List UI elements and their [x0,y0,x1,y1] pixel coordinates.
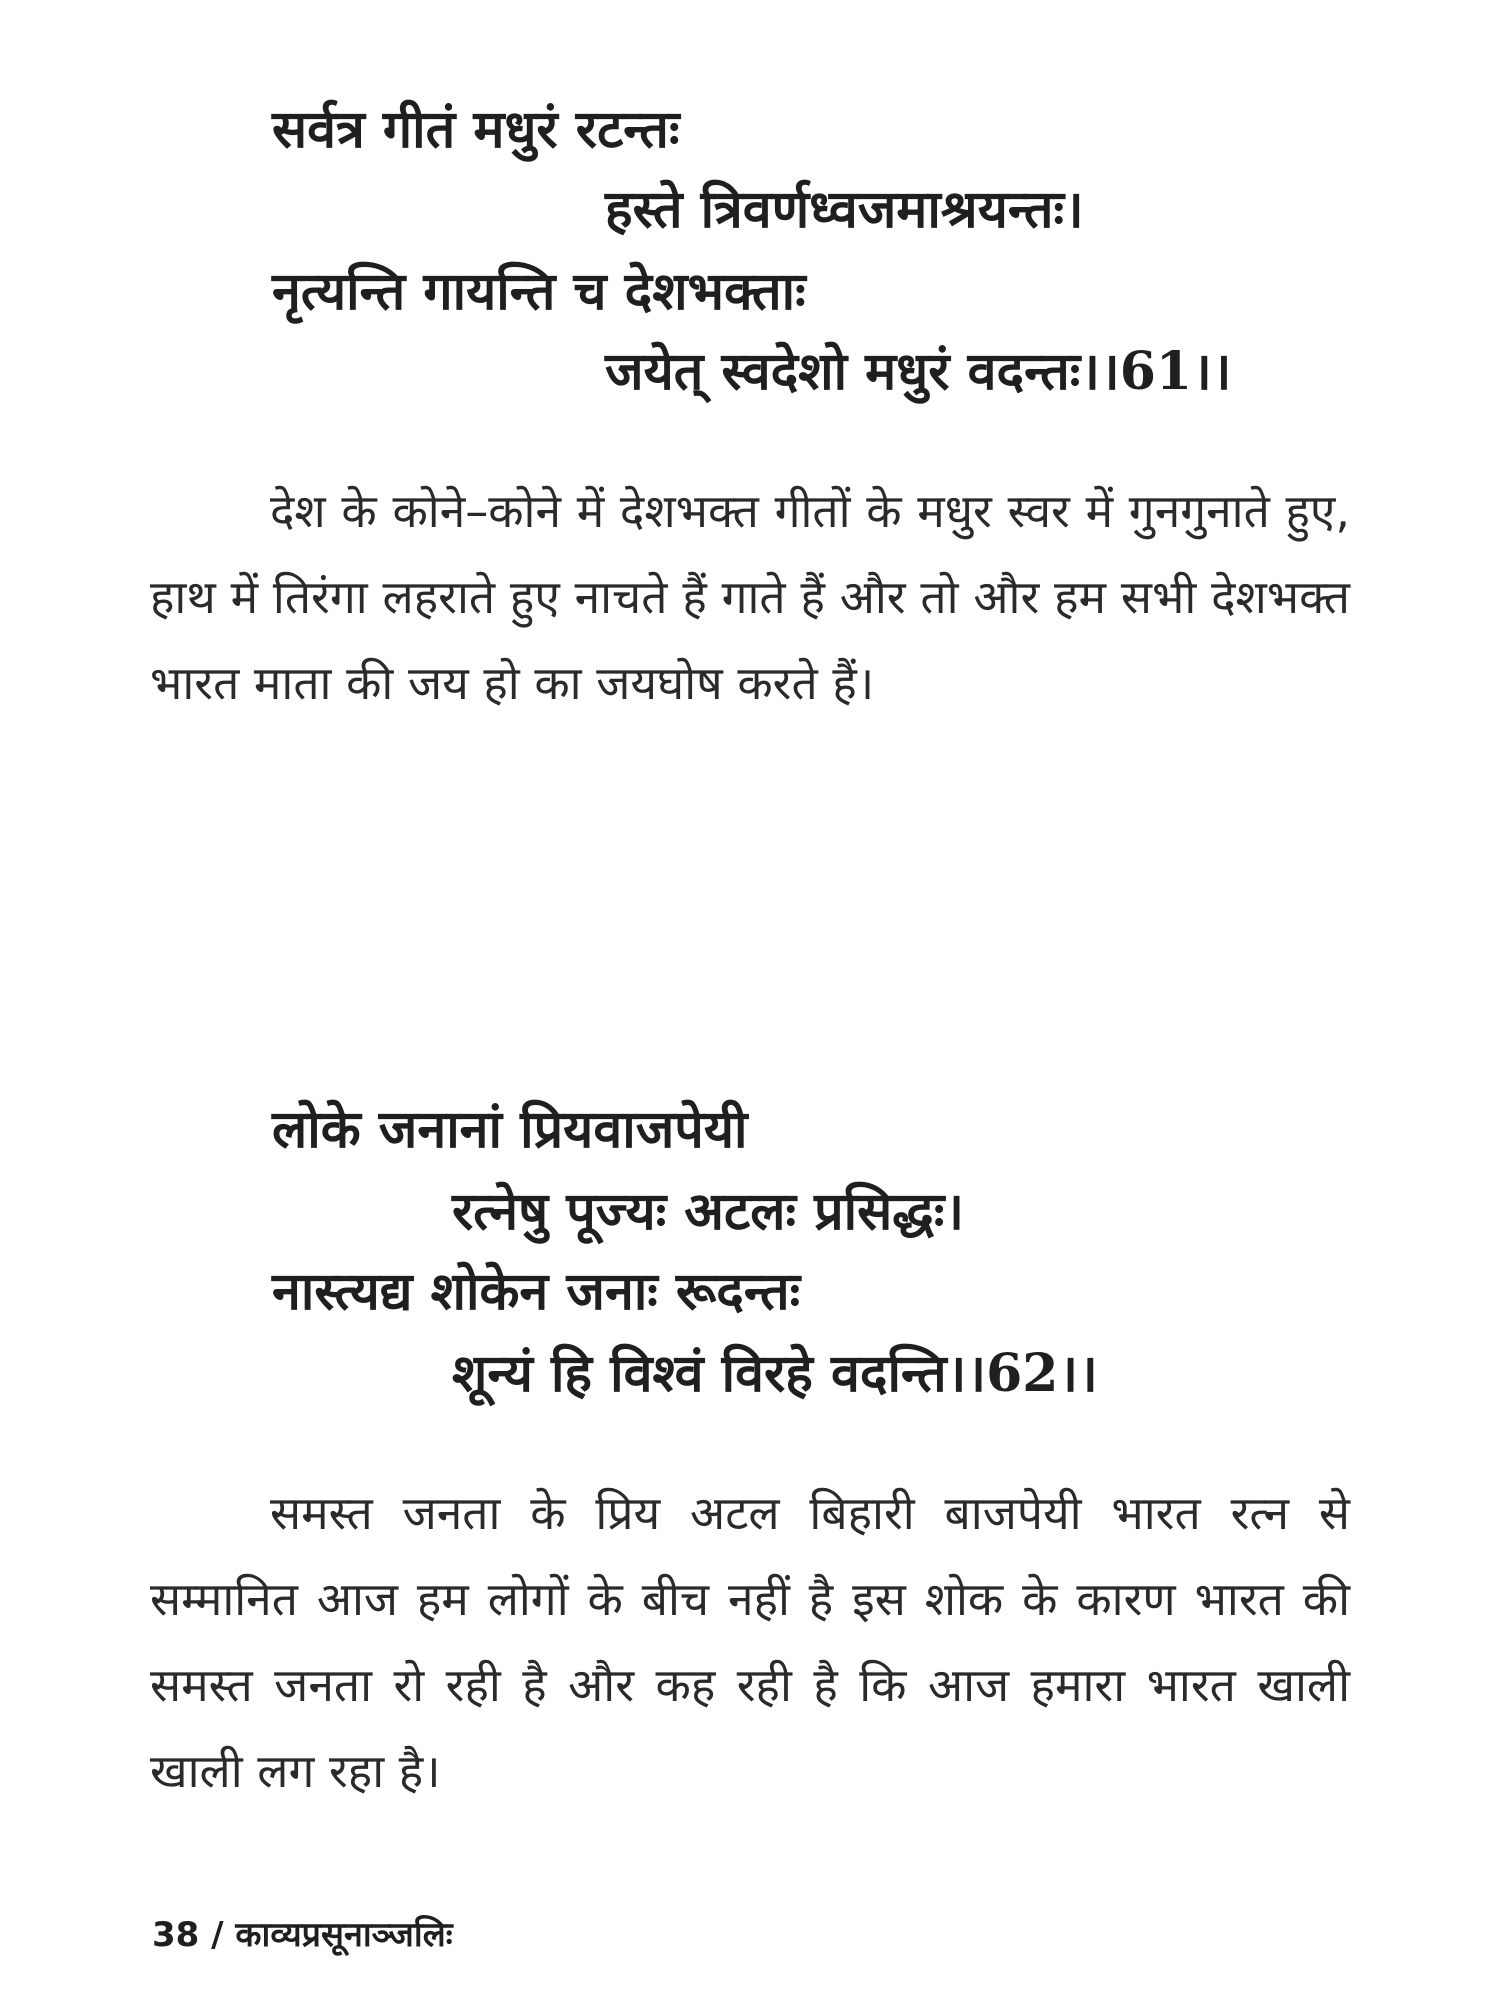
verse-62-line-2: रत्नेषु पूज्यः अटलः प्रसिद्धः। [452,1181,965,1242]
verse-61-line-2: हस्ते त्रिवर्णध्वजमाश्रयन्तः। [605,179,1084,240]
page-footer: 38 / काव्यप्रसूनाञ्जलिः [152,1915,453,1955]
verse-61-line-4: जयेत् स्वदेशो मधुरं वदन्तः।।61।। [605,341,1232,402]
translation-62: समस्त जनता के प्रिय अटल बिहारी बाजपेयी भारत रत्न से सम्मानित आज हम लोगों के बीच नहीं है इस शोक के कारण भारत की समस्त जनता रो रही है और कह रही है कि आज हमारा भारत खाली खाली लग रहा है। [150,1486,1350,1798]
verse-62-line-4: शून्यं हि विश्वं विरहे वदन्ति।।62।। [452,1343,1098,1404]
verse-61-line-3: नृत्यन्ति गायन्ति च देशभक्ताः [272,261,806,322]
translation-61: देश के कोने–कोने में देशभक्त गीतों के मधुर स्वर में गुनगुनाते हुए, हाथ में तिरंगा लहराते हुए नाचते हैं गाते हैं और तो और हम सभी देशभक्त भारत माता की जय हो का जयघोष करते हैं। [150,484,1350,710]
verse-61-line-1: सर्वत्र गीतं मधुरं रटन्तः [272,99,680,160]
verse-62-line-1: लोके जनानां प्रियवाजपेयी [272,1099,748,1160]
verse-62-line-3: नास्त्यद्य शोकेन जनाः रूदन्तः [272,1261,801,1322]
